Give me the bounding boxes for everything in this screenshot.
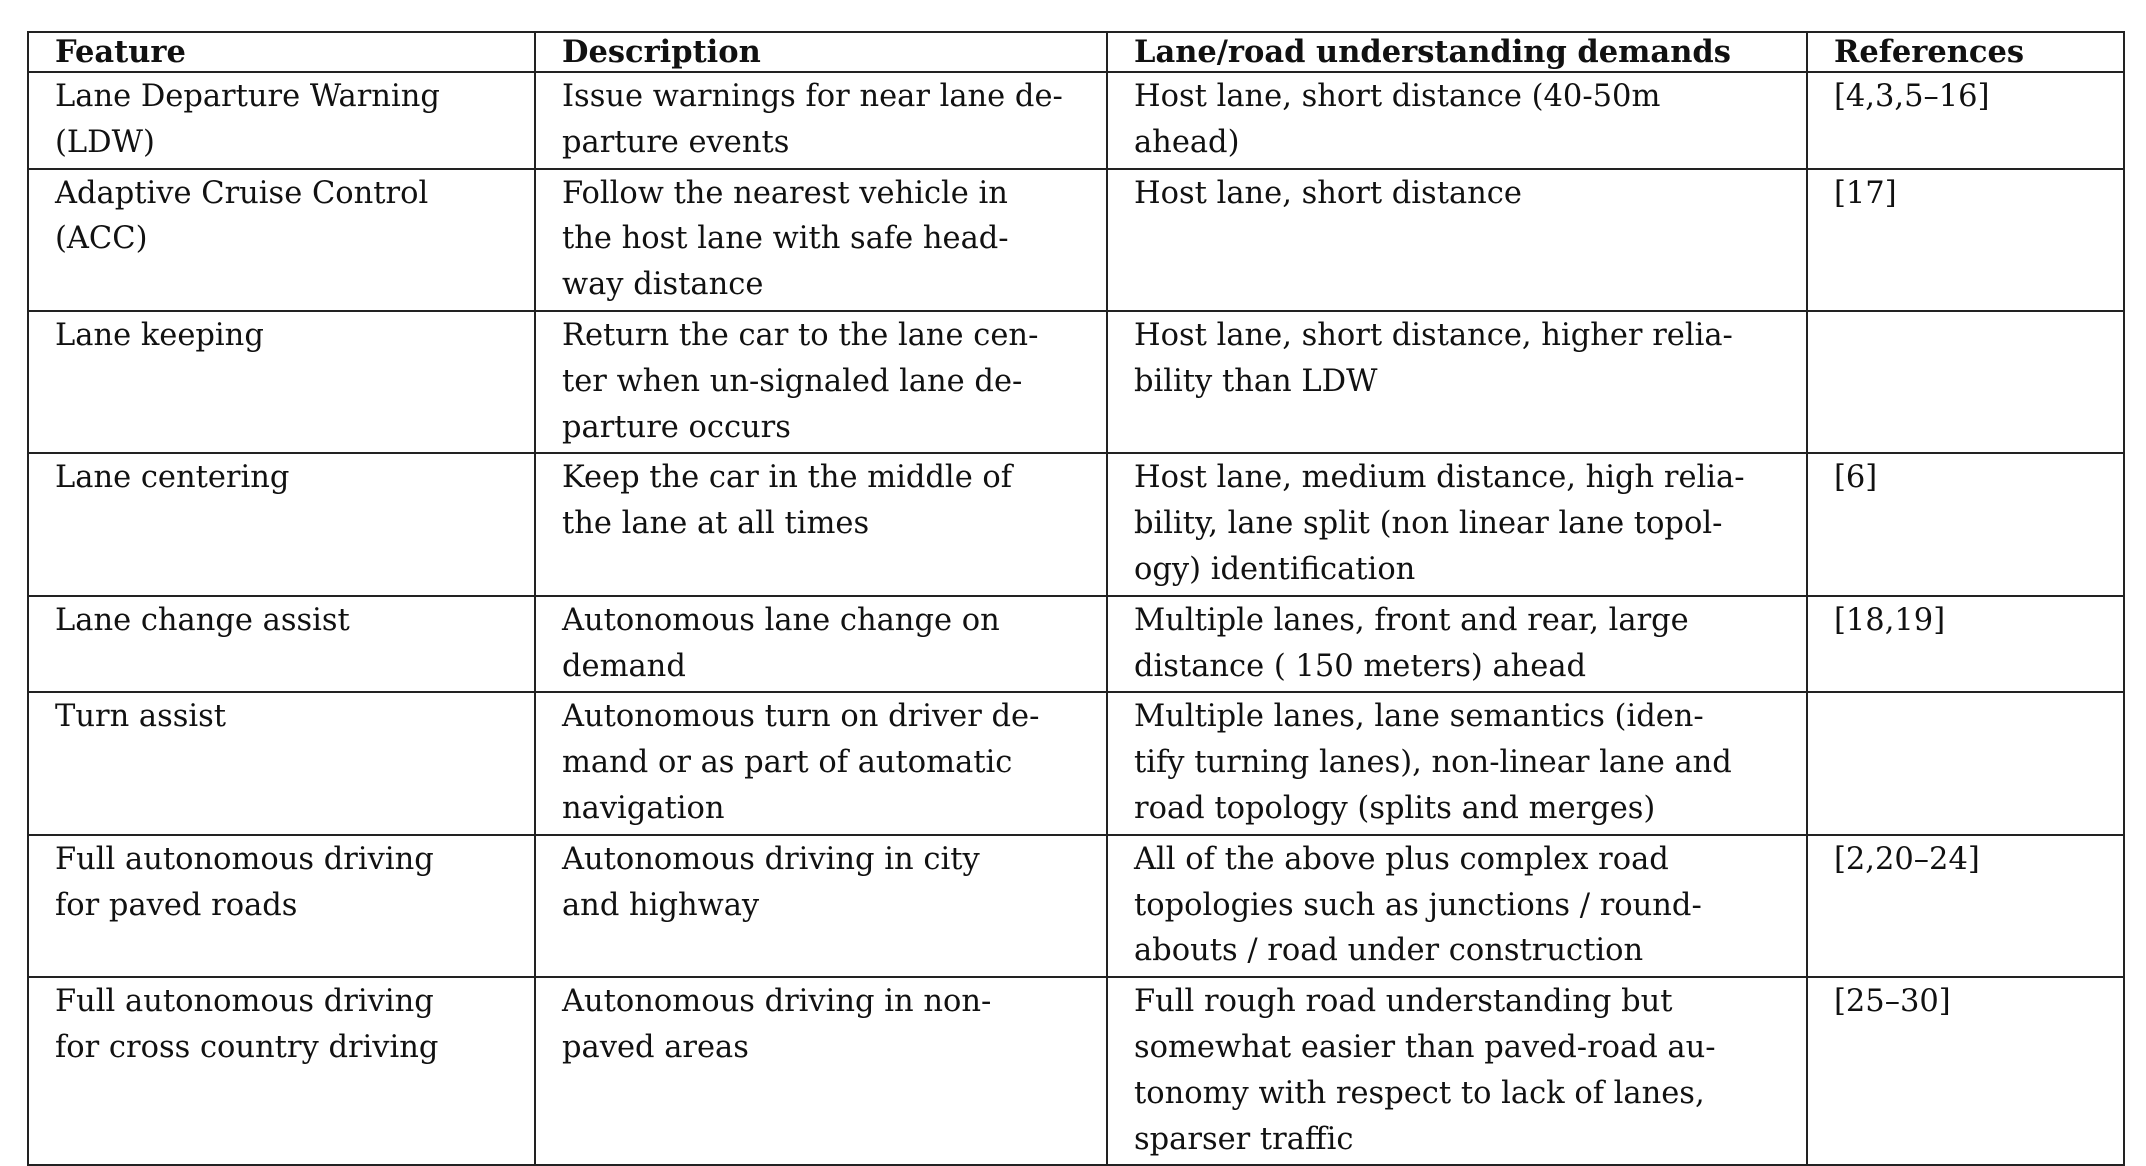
description-cell: Autonomous turn on driver de- mand or as part of automatic navigation xyxy=(535,692,1107,834)
table-row xyxy=(28,835,2124,977)
references-cell: [25–30] xyxy=(1807,977,2124,1165)
table-row xyxy=(28,311,2124,453)
header-feature: Feature xyxy=(28,32,535,72)
references-cell: [4,3,5–16] xyxy=(1807,72,2124,169)
references-cell: [6] xyxy=(1807,453,2124,595)
description-cell: Autonomous driving in city and highway xyxy=(535,835,1107,977)
description-cell: Return the car to the lane cen- ter when un-signaled lane de- parture occurs xyxy=(535,311,1107,453)
header-description: Description xyxy=(535,32,1107,72)
description-cell: Issue warnings for near lane de- parture events xyxy=(535,72,1107,169)
table-row xyxy=(28,977,2124,1165)
feature-cell: Lane Departure Warning (LDW) xyxy=(28,72,535,169)
demands-cell: Host lane, medium distance, high relia- bility, lane split (non linear lane topol- ogy) identification xyxy=(1107,453,1807,595)
feature-cell: Full autonomous driving for paved roads xyxy=(28,835,535,977)
table-row xyxy=(28,169,2124,311)
references-cell: [18,19] xyxy=(1807,596,2124,693)
header-references: References xyxy=(1807,32,2124,72)
table-header-row xyxy=(28,32,2124,72)
feature-table xyxy=(27,31,2125,1166)
description-cell: Keep the car in the middle of the lane at all times xyxy=(535,453,1107,595)
table-row xyxy=(28,72,2124,169)
demands-cell: Host lane, short distance (40-50m ahead) xyxy=(1107,72,1807,169)
table-row xyxy=(28,596,2124,693)
demands-cell: Multiple lanes, front and rear, large distance ( 150 meters) ahead xyxy=(1107,596,1807,693)
feature-cell: Full autonomous driving for cross country driving xyxy=(28,977,535,1165)
feature-table-container xyxy=(27,31,2123,1166)
feature-cell: Turn assist xyxy=(28,692,535,834)
references-cell xyxy=(1807,692,2124,834)
feature-cell: Lane change assist xyxy=(28,596,535,693)
feature-cell: Adaptive Cruise Control (ACC) xyxy=(28,169,535,311)
feature-cell: Lane centering xyxy=(28,453,535,595)
demands-cell: Host lane, short distance, higher relia- bility than LDW xyxy=(1107,311,1807,453)
description-cell: Autonomous driving in non- paved areas xyxy=(535,977,1107,1165)
demands-cell: All of the above plus complex road topologies such as junctions / round- abouts / road under construction xyxy=(1107,835,1807,977)
references-cell xyxy=(1807,311,2124,453)
table-row xyxy=(28,692,2124,834)
demands-cell: Full rough road understanding but somewhat easier than paved-road au- tonomy with respect to lack of lanes, sparser traffic xyxy=(1107,977,1807,1165)
demands-cell: Multiple lanes, lane semantics (iden- tify turning lanes), non-linear lane and road topology (splits and merges) xyxy=(1107,692,1807,834)
header-demands: Lane/road understanding demands xyxy=(1107,32,1807,72)
description-cell: Autonomous lane change on demand xyxy=(535,596,1107,693)
references-cell: [2,20–24] xyxy=(1807,835,2124,977)
table-row xyxy=(28,453,2124,595)
feature-cell: Lane keeping xyxy=(28,311,535,453)
description-cell: Follow the nearest vehicle in the host lane with safe head- way distance xyxy=(535,169,1107,311)
references-cell: [17] xyxy=(1807,169,2124,311)
demands-cell: Host lane, short distance xyxy=(1107,169,1807,311)
